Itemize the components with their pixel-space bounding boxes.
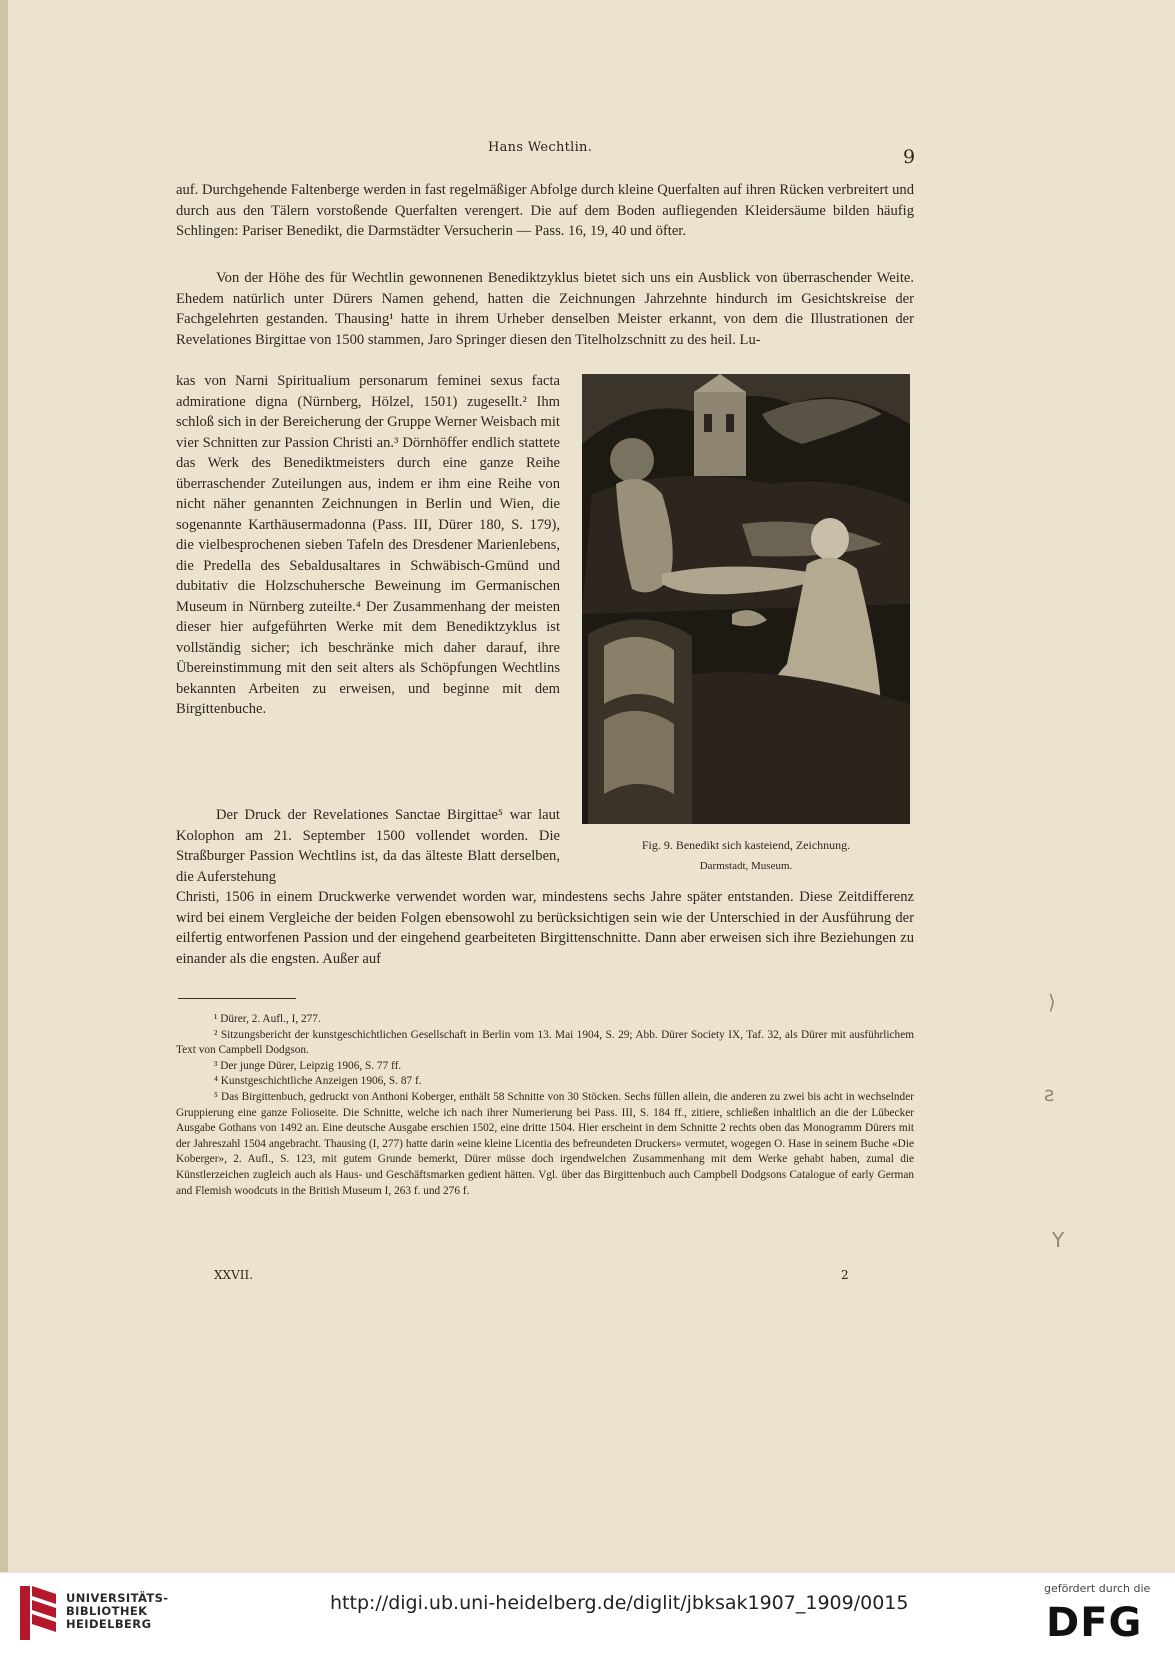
footnote-4: ⁴ Kunstgeschichtliche Anzeigen 1906, S. 87 f.	[214, 1075, 422, 1088]
university-library-logo-icon	[18, 1584, 58, 1642]
figure-drawing	[582, 374, 910, 824]
pencil-mark: ⟩	[1048, 990, 1056, 1014]
signature-number: 2	[841, 1268, 849, 1282]
footnote-3: ³ Der junge Dürer, Leipzig 1906, S. 77 ff.	[214, 1059, 402, 1072]
paragraph-2-full: Von der Höhe des für Wechtlin gewonnenen Benediktzyklus bietet sich uns ein Ausblick von überraschender Weite. Ehedem natürlich unter Dürers Namen gehend, hatten die Zeichnungen Jahrzehnte hindurch im Gesichtskreise der Fachgelehrten gestanden. Thausing¹ hatte in ihrem Urheber denselben Meister erkannt, von dem die Illustrationen der Revelationes Birgittae von 1500 stammen, Jaro Springer diesen den Titelholzschnitt zu des heil. Lu-	[176, 270, 914, 348]
pencil-mark: ƨ	[1044, 1082, 1055, 1106]
figure-location: Darmstadt, Museum.	[699, 860, 793, 872]
benedict-drawing-image	[582, 374, 910, 824]
paragraph-3-narrow: Der Druck der Revelationes Sanctae Birgittae⁵ war laut Kolophon am 21. September 1500 vollendet worden. Die Straßburger Passion Wechtlins ist, da das älteste Blatt derselben, die Auferstehung	[176, 807, 560, 885]
paragraph-1: auf. Durchgehende Faltenberge werden in fast regelmäßiger Abfolge durch kleine Querfalten auf ihren Rücken verbreitert und durch aus den Tälern vorstoßende Querfalten verengert. Die auf dem Boden aufliegenden Kleidersäume bilden häufig Schlingen: Pariser Benedikt, die Darmstädter Versucherin — Pass. 16, 19, 40 und öfter.	[176, 182, 914, 239]
paragraph-2-narrow: kas von Narni Spiritualium personarum feminei sexus facta admiratione digna (Nürnberg, Hölzel, 1501) zugesellt.² Ihm schloß sich in der Bereicherung der Gruppe Werner Weisbach mit vier Schnitten zur Passion Christi an.³ Dörnhöffer endlich stattete das Werk des Benediktmeisters durch eine ganze Reihe überraschender Zuteilungen aus, indem er ihm eine Reihe von nicht näher genannten Zeichnungen in Berlin und Wien, die sogenannte Karthäusermadonna (Pass. III, Dürer 180, S. 179), die vielbesprochenen sieben Tafeln des Dresdener Marienlebens, die Predella des Sebaldusaltares in Schwäbisch-Gmünd und dubitativ die Holzschuhersche Beweinung im Germanischen Museum in Nürnberg zuteilte.⁴ Der Zusammenhang der meisten dieser hier aufgeführten Werke mit dem Benediktzyklus ist vollständig sicher; ich beschränke mich daher darauf, ihre Übereinstimmung mit den seit alters als Schöpfungen Wechtlins bekannten Arbeiten zu erweisen, und beginne mit dem Birgittenbuche.	[176, 373, 560, 717]
figure-caption: Fig. 9. Benedikt sich kasteiend, Zeichnung.	[641, 838, 851, 852]
footer-bar	[0, 1572, 1175, 1657]
pencil-mark: Y	[1052, 1228, 1065, 1252]
signature-mark: XXVII.	[214, 1268, 254, 1282]
library-name: UNIVERSITÄTS- BIBLIOTHEK HEIDELBERG	[66, 1591, 169, 1631]
running-head: Hans Wechtlin.	[488, 140, 593, 155]
page-number: 9	[903, 146, 916, 168]
footnotes	[176, 1012, 914, 1199]
sponsor-text: gefördert durch die	[1044, 1582, 1151, 1595]
paragraph-3-full: Christi, 1506 in einem Druckwerke verwendet worden war, mindestens sechs Jahre später entstanden. Diese Zeitdifferenz wird bei einem Vergleiche der beiden Folgen ebensowohl zu berücksichtigen sein wie der Unterschied in der Ausführung der eilfertig entworfenen Passion und der eingehend gearbeiteten Birgittenschnitte. Dann aber erweisen sich ihre Beziehungen zu einander als die engsten. Außer auf	[176, 889, 914, 967]
footnote-rule	[178, 998, 296, 999]
footnote-2: ² Sitzungsbericht der kunstgeschichtlichen Gesellschaft in Berlin vom 13. Mai 1904, S. 29; Abb. Dürer Society IX, Taf. 32, als Dürer mit ausführlichem Text von Campbell Dodgson.	[176, 1028, 914, 1057]
permalink-url[interactable]: http://digi.ub.uni-heidelberg.de/diglit/jbksak1907_1909/0015	[330, 1592, 909, 1614]
footnote-5: ⁵ Das Birgittenbuch, gedruckt von Anthoni Koberger, enthält 58 Schnitte von 30 Stöcken. Sechs füllen allein, die anderen zu zwei bis acht in wechselnder Gruppierung eine ganze Folioseite. Die Schnitte, welche ich nach ihrer Numerierung bei Pass. III, S. 184 ff., zitiere, schließen inhaltlich an die der Lübecker Ausgabe Gothans von 1492 an. Eine deutsche Ausgabe erschien 1502, eine dritte 1504. Hier erscheint in dem Schnitte 2 rechts oben das Monogramm Dürers mit der Jahreszahl 1504 angebracht. Thausing (I, 277) hatte darin «eine kleine Licentia des befreundeten Druckers» vermutet, wogegen O. Hase in seinem Buche «Die Koberger», 2. Aufl., S. 123, mit gutem Grunde bemerkt, Dürer müsse doch irgendwelchen Zusammenhang mit dem Werke gehabt haben, zumal die Künstlerzeichen zugleich auch als Haus- und Geschäftsmarken gedient hätten. Vgl. über das Birgittenbuch auch Campbell Dodgsons Catalogue of early German and Flemish woodcuts in the British Museum I, 263 f. und 276 f.	[176, 1090, 914, 1197]
dfg-logo: DFG	[1046, 1600, 1143, 1646]
footnote-1: ¹ Dürer, 2. Aufl., I, 277.	[214, 1013, 321, 1025]
